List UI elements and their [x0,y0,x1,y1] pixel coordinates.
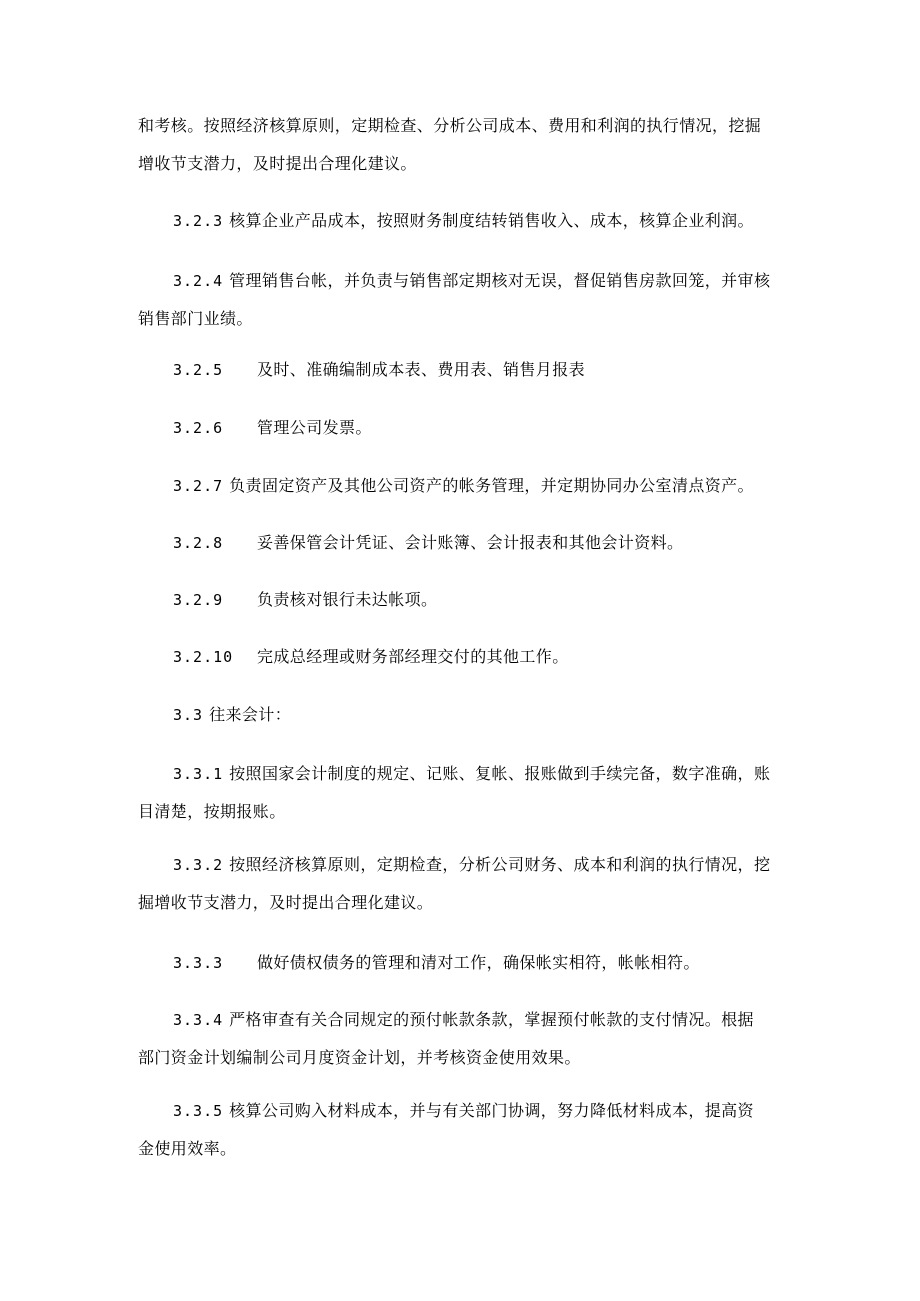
paragraph-3-2-3 [138,202,778,240]
paragraph-line: 增收节支潜力，及时提出合理化建议。 [138,154,417,173]
section-number: 3.3 [173,706,204,724]
paragraph-number: 3.3.1 [173,765,224,783]
paragraph-3-2-8 [138,524,778,562]
paragraph-3-2-10 [138,638,778,676]
paragraph-line: 部门资金计划编制公司月度资金计划，并考核资金使用效果。 [138,1048,581,1067]
paragraph-text: 完成总经理或财务部经理交付的其他工作。 [257,647,569,666]
paragraph-line: 销售部门业绩。 [138,309,253,328]
paragraph-3-3-1 [138,755,778,831]
paragraph-number: 3.3.2 [173,856,224,874]
paragraph-continuation [138,107,778,183]
paragraph-3-2-9 [138,581,778,619]
paragraph-text: 负责核对银行未达帐项。 [257,590,438,609]
paragraph-3-2-4 [138,262,778,338]
paragraph-3-3-2 [138,846,778,922]
paragraph-text: 按照经济核算原则，定期检查，分析公司财务、成本和利润的执行情况，挖 [229,855,771,874]
paragraph-3-3-5 [138,1092,778,1168]
paragraph-3-2-5 [138,351,778,389]
paragraph-number: 3.3.3 [173,954,224,972]
paragraph-text: 及时、准确编制成本表、费用表、销售月报表 [257,360,586,379]
paragraph-number: 3.2.7 [173,477,224,495]
paragraph-number: 3.2.9 [173,591,224,609]
paragraph-3-2-7 [138,467,778,505]
paragraph-text: 管理公司发票。 [257,418,372,437]
paragraph-line: 目清楚，按期报账。 [138,802,286,821]
paragraph-text: 负责固定资产及其他公司资产的帐务管理，并定期协同办公室清点资产。 [229,476,754,495]
paragraph-3-2-6 [138,409,778,447]
paragraph-line: 掘增收节支潜力，及时提出合理化建议。 [138,893,434,912]
section-title: 往来会计： [209,705,292,724]
paragraph-text: 按照国家会计制度的规定、记账、复帐、报账做到手续完备，数字准确，账 [229,764,771,783]
paragraph-number: 3.2.8 [173,534,224,552]
paragraph-number: 3.2.10 [173,648,234,666]
section-heading-3-3 [138,696,778,734]
paragraph-number: 3.2.6 [173,419,224,437]
paragraph-number: 3.3.4 [173,1011,224,1029]
paragraph-number: 3.2.4 [173,272,224,290]
paragraph-3-3-4 [138,1001,778,1077]
paragraph-line: 和考核。按照经济核算原则，定期检查、分析公司成本、费用和利润的执行情况，挖掘 [138,116,762,135]
paragraph-line: 金使用效率。 [138,1139,237,1158]
paragraph-number: 3.2.5 [173,361,224,379]
paragraph-text: 做好债权债务的管理和清对工作，确保帐实相符，帐帐相符。 [257,953,700,972]
paragraph-number: 3.3.5 [173,1102,224,1120]
paragraph-text: 妥善保管会计凭证、会计账簿、会计报表和其他会计资料。 [257,533,684,552]
paragraph-text: 核算企业产品成本，按照财务制度结转销售收入、成本，核算企业利润。 [229,211,754,230]
paragraph-text: 核算公司购入材料成本，并与有关部门协调，努力降低材料成本，提高资 [229,1101,754,1120]
paragraph-3-3-3 [138,944,778,982]
paragraph-text: 严格审查有关合同规定的预付帐款条款，掌握预付帐款的支付情况。根据 [229,1010,754,1029]
paragraph-text: 管理销售台帐，并负责与销售部定期核对无误，督促销售房款回笼，并审核 [229,271,771,290]
paragraph-number: 3.2.3 [173,212,224,230]
